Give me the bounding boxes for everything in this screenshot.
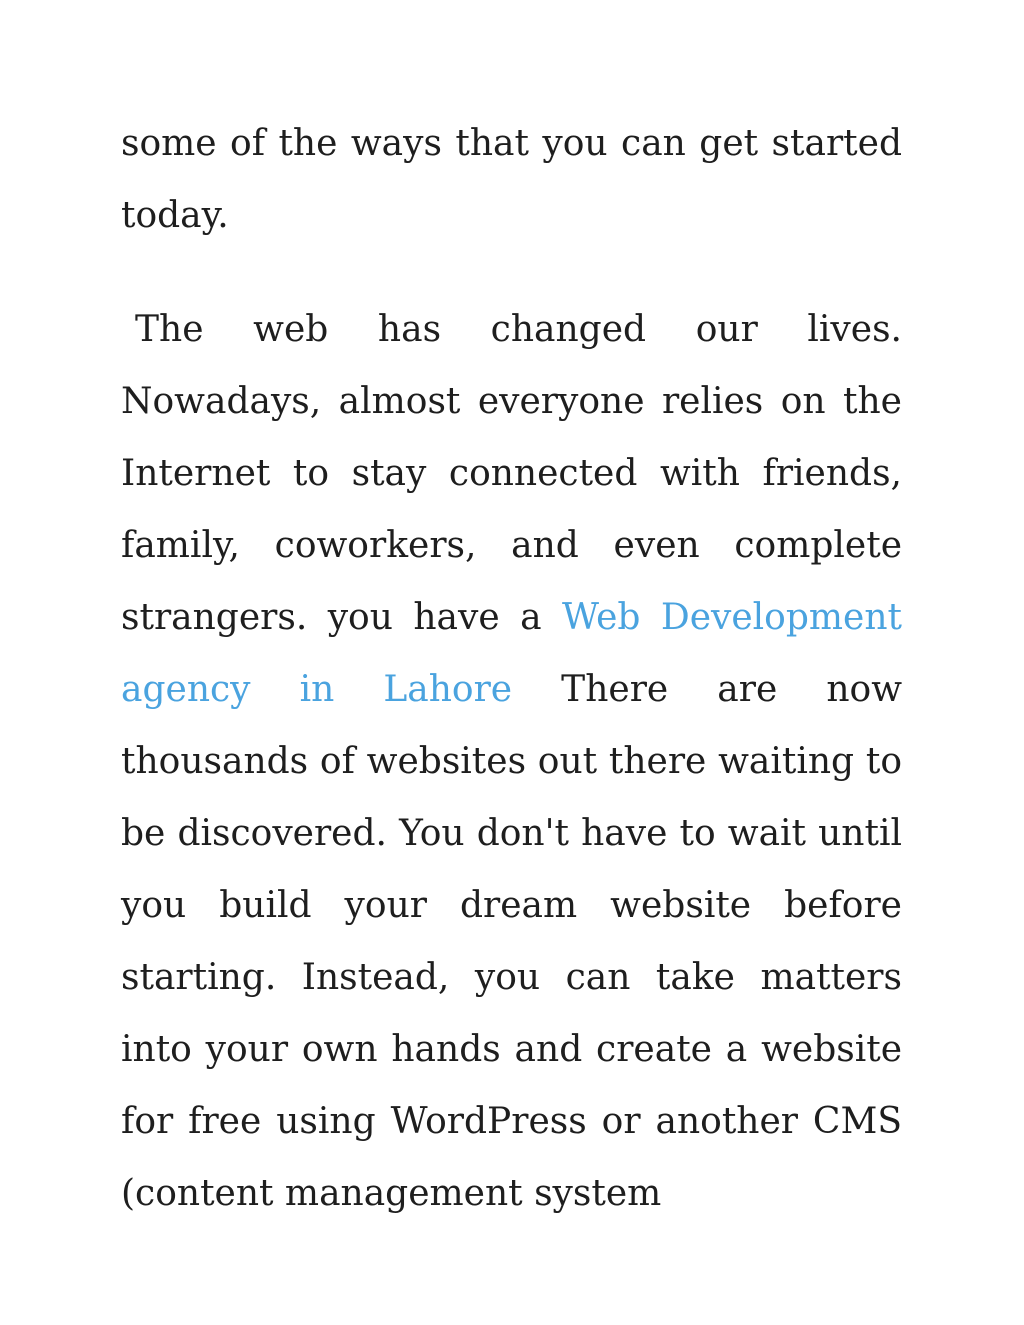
paragraph-intro-text: some of the ways that you can get started today.: [121, 123, 902, 236]
web-development-agency-link[interactable]: Web Development agency in Lahore: [121, 597, 902, 710]
paragraph-intro-continued: [121, 108, 902, 252]
paragraph-text-before-link: The web has changed our lives. Nowadays, almost everyone relies on the Internet to stay connected with friends, family, coworkers, and even complete strangers. you have a: [121, 309, 902, 638]
paragraph-web-development: [121, 294, 902, 1230]
paragraph-text-after-link: There are now thousands of websites out there waiting to be discovered. You don't have to wait until you build your dream website before starting. Instead, you can take matters into your own hands and create a website for free using WordPress or another CMS (content management system: [121, 669, 903, 1214]
